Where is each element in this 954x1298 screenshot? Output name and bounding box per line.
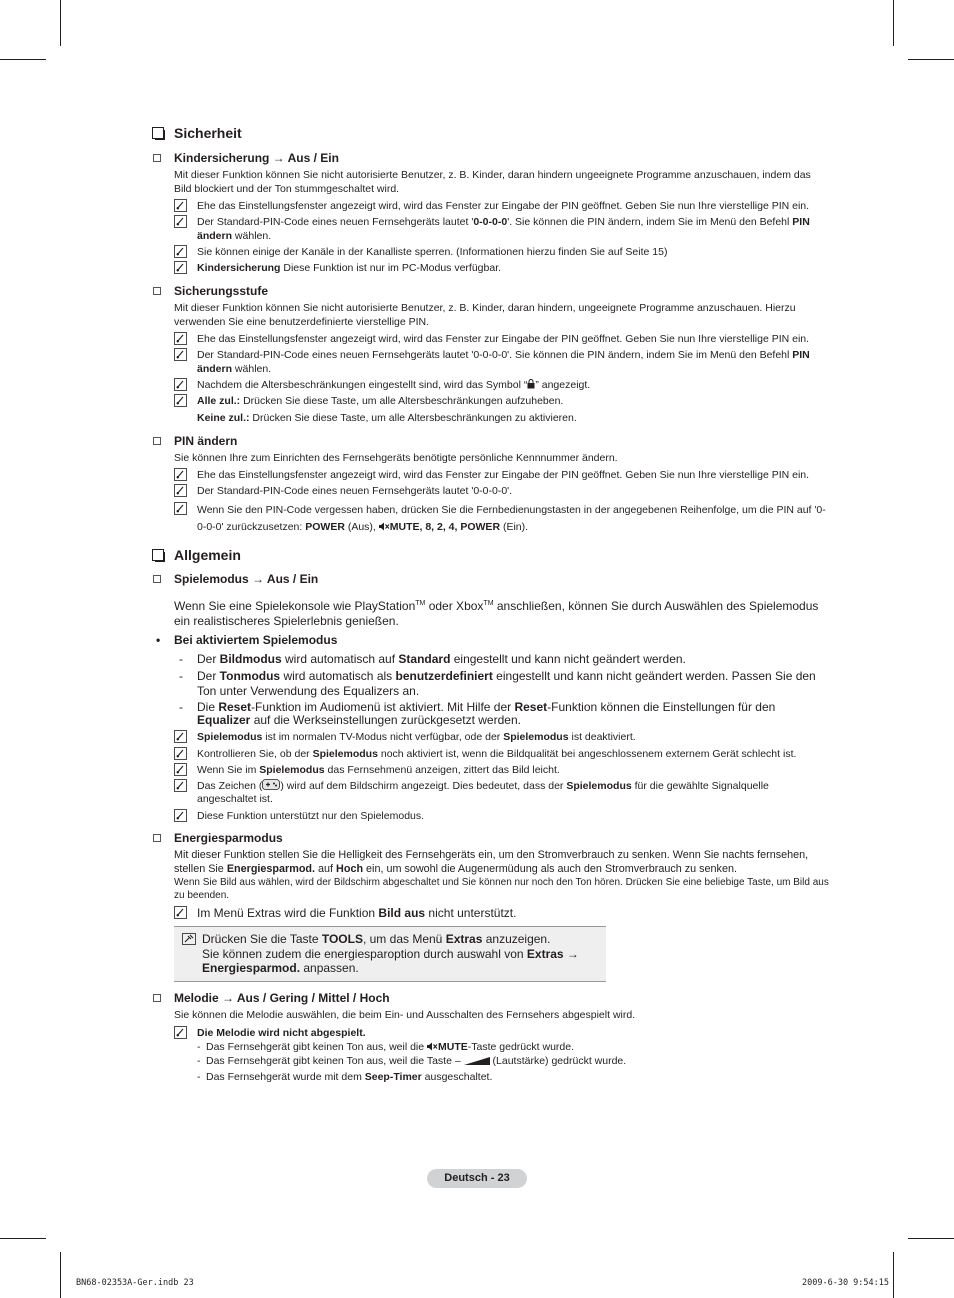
energiesparmodus-description: Mit dieser Funktion stellen Sie die Helligkeit des Fernsehgeräts ein, um den Stromverbrauch zu senken. Wenn Sie nachts fernsehen, stellen Sie Energiesparmod. auf Hoch ein, um sowohl die Augenermüdung als auch den Stromverbrauch zu senken.	[174, 849, 809, 875]
note: Der Standard-PIN-Code eines neuen Fernsehgeräts lautet '0-0-0-0'. Sie können die PIN ändern, indem Sie im Menü den Befehl PIN ändern wählen.	[150, 348, 830, 376]
square-bullet-icon	[153, 287, 161, 295]
note: Nachdem die Altersbeschränkungen eingestellt sind, wird das Symbol “ ” angezeigt.	[150, 378, 830, 392]
note-pencil-icon	[174, 245, 187, 258]
note: Ehe das Einstellungsfenster angezeigt wird, wird das Fenster zur Eingabe der PIN geöffnet. Geben Sie nun Ihre vierstellige PIN ein.	[150, 199, 830, 213]
mute-icon	[379, 522, 390, 531]
crop-mark	[908, 1238, 954, 1239]
note-continuation: Keine zul.: Drücken Sie diese Taste, um alle Altersbeschränkungen zu aktivieren.	[197, 412, 577, 424]
note: Kontrollieren Sie, ob der Spielemodus noch aktiviert ist, wenn die Bildqualität bei angeschlossenem externem Gerät schlecht ist.	[150, 747, 830, 761]
crop-mark	[0, 59, 46, 60]
note: Wenn Sie im Spielemodus das Fernsehmenü anzeigen, zittert das Bild leicht.	[150, 763, 830, 777]
note-pencil-icon	[174, 378, 187, 391]
volume-wedge-icon	[464, 1057, 490, 1065]
crop-mark	[60, 1252, 61, 1298]
dash-item: - Die Reset-Funktion im Audiomenü ist aktiviert. Mit Hilfe der Reset-Funktion können die Einstellungen für den Equalizer auf die Werkseinstellungen zurückgesetzt werden.	[179, 700, 776, 727]
subsection-pin-aendern: PIN ändern	[150, 434, 830, 449]
crop-mark	[60, 0, 61, 46]
note-pencil-icon	[174, 215, 187, 228]
dash-item: - Der Tonmodus wird automatisch als benutzerdefiniert eingestellt und kann nicht geändert werden. Passen Sie den Ton unter Verwendung des Equalizers an.	[179, 669, 816, 698]
tools-tip-box	[174, 926, 606, 982]
tools-line-1: Drücken Sie die Taste TOOLS, um das Menü Extras anzuzeigen.	[202, 932, 551, 946]
note-pencil-icon	[174, 1026, 187, 1039]
note: Ehe das Einstellungsfenster angezeigt wird, wird das Fenster zur Eingabe der PIN geöffnet. Geben Sie nun Ihre vierstellige PIN ein.	[150, 332, 830, 346]
note: Die Melodie wird nicht abgespielt.	[150, 1026, 830, 1040]
note-pencil-icon	[174, 763, 187, 776]
note-pencil-icon	[174, 779, 187, 792]
sicherungsstufe-description: Mit dieser Funktion können Sie nicht autorisierte Benutzer, z. B. Kinder, daran hindern, ungeeignete Programme anzuschauen. Hierzu verwenden Sie eine benutzerdefinierte vierstellige PIN.	[174, 302, 796, 328]
section-sicherheit: Sicherheit	[150, 124, 830, 142]
bullet-item: • Bei aktiviertem Spielemodus	[156, 633, 338, 647]
note-pencil-icon	[174, 261, 187, 274]
square-bullet-icon	[153, 437, 161, 445]
note: Das Zeichen ( ) wird auf dem Bildschirm angezeigt. Dies bedeutet, dass der Spielemodus für die gewählte Signalquelle angeschaltet ist.	[150, 779, 830, 806]
note: Ehe das Einstellungsfenster angezeigt wird, wird das Fenster zur Eingabe der PIN geöffnet. Geben Sie nun Ihre vierstellige PIN ein.	[150, 468, 830, 482]
note-pencil-icon	[174, 332, 187, 345]
manual-page	[150, 124, 830, 1084]
gamepad-icon	[262, 779, 280, 790]
crop-mark	[0, 1238, 46, 1239]
tools-line-3: Energiesparmod. anpassen.	[202, 961, 359, 975]
section-allgemein: Allgemein	[150, 546, 830, 564]
kindersicherung-description: Mit dieser Funktion können Sie nicht autorisierte Benutzer, z. B. Kinder, daran hindern ungeeignete Programme anzuschauen, indem das Bild blockiert und der Ton stummgeschaltet wird.	[174, 169, 811, 195]
note-pencil-icon	[174, 809, 187, 822]
note-pencil-icon	[174, 502, 187, 515]
note-pencil-icon	[174, 199, 187, 212]
note: Im Menü Extras wird die Funktion Bild aus nicht unterstützt.	[150, 906, 830, 921]
checkbox-square-icon	[152, 549, 164, 561]
note: Sie können einige der Kanäle in der Kanalliste sperren. (Informationen hierzu finden Sie auf Seite 15)	[150, 245, 830, 259]
dash-item: - Der Bildmodus wird automatisch auf Standard eingestellt und kann nicht geändert werden.	[179, 652, 686, 666]
subsection-kindersicherung: Kindersicherung → Aus / Ein	[150, 151, 830, 166]
note-pencil-icon	[174, 747, 187, 760]
note: Kindersicherung Diese Funktion ist nur im PC-Modus verfügbar.	[150, 261, 830, 275]
square-bullet-icon	[153, 994, 161, 1002]
note-pencil-icon	[174, 906, 187, 919]
subsection-energiesparmodus: Energiesparmodus	[150, 831, 830, 846]
note: Der Standard-PIN-Code eines neuen Fernsehgeräts lautet '0-0-0-0'.	[150, 484, 830, 498]
melodie-description: Sie können die Melodie auswählen, die beim Ein- und Ausschalten des Fernsehers abgespielt wird.	[174, 1008, 636, 1021]
square-bullet-icon	[153, 575, 161, 583]
page-number-badge: Deutsch - 23	[427, 1169, 527, 1188]
square-bullet-icon	[153, 834, 161, 842]
subsection-melodie: Melodie → Aus / Gering / Mittel / Hoch	[150, 991, 830, 1006]
pin-description: Sie können Ihre zum Einrichten des Fernsehgeräts benötigte persönliche Kennnummer ändern.	[174, 452, 618, 464]
tools-icon	[182, 933, 196, 945]
spielemodus-description: Wenn Sie eine Spielekonsole wie PlayStation™ oder Xbox™ anschließen, können Sie durch Auswählen des Spielemodus ein realistischeres Spielerlebnis genießen.	[174, 599, 819, 628]
note-pencil-icon	[174, 730, 187, 743]
energiesparmodus-description-2: Wenn Sie Bild aus wählen, wird der Bildschirm abgeschaltet und Sie können nur noch den Ton hören. Drücken Sie eine beliebige Taste, um Bild aus zu beenden.	[174, 877, 829, 901]
tools-line-2: Sie können zudem die energiesparoption durch auswahl von Extras →	[202, 946, 579, 961]
dash-item: - Das Fernsehgerät gibt keinen Ton aus, weil die Taste – (Lautstärke) gedrückt wurde.	[197, 1054, 627, 1067]
subsection-sicherungsstufe: Sicherungsstufe	[150, 284, 830, 299]
note: Alle zul.: Drücken Sie diese Taste, um alle Altersbeschränkungen aufzuheben.	[150, 394, 830, 408]
note: Der Standard-PIN-Code eines neuen Fernsehgeräts lautet '0-0-0-0'. Sie können die PIN ändern, indem Sie im Menü den Befehl PIN ändern wählen.	[150, 215, 830, 243]
footer-date: 2009-6-30 9:54:15	[802, 1278, 889, 1288]
square-bullet-icon	[153, 154, 161, 162]
mute-icon	[427, 1042, 438, 1051]
note-pencil-icon	[174, 468, 187, 481]
note: Wenn Sie den PIN-Code vergessen haben, drücken Sie die Fernbedienungstasten in der angegebenen Reihenfolge, um die PIN auf '0-0-0-0' zurückzusetzen: POWER (Aus), MUTE, 8, 2, 4, POWER (Ein).	[150, 502, 830, 536]
footer-file: BN68-02353A-Ger.indb 23	[76, 1278, 194, 1288]
crop-mark	[908, 59, 954, 60]
note-pencil-icon	[174, 348, 187, 361]
note-pencil-icon	[174, 484, 187, 497]
crop-mark	[893, 0, 894, 46]
subsection-spielemodus: Spielemodus → Aus / Ein	[150, 572, 830, 587]
crop-mark	[893, 1252, 894, 1298]
note-pencil-icon	[174, 394, 187, 407]
checkbox-square-icon	[152, 127, 164, 139]
note: Diese Funktion unterstützt nur den Spielemodus.	[150, 809, 830, 823]
dash-item: - Das Fernsehgerät gibt keinen Ton aus, weil die MUTE-Taste gedrückt wurde.	[197, 1040, 574, 1053]
note: Spielemodus ist im normalen TV-Modus nicht verfügbar, ode der Spielemodus ist deaktiviert.	[150, 730, 830, 744]
dash-item: - Das Fernsehgerät wurde mit dem Seep-Timer ausgeschaltet.	[197, 1070, 493, 1083]
